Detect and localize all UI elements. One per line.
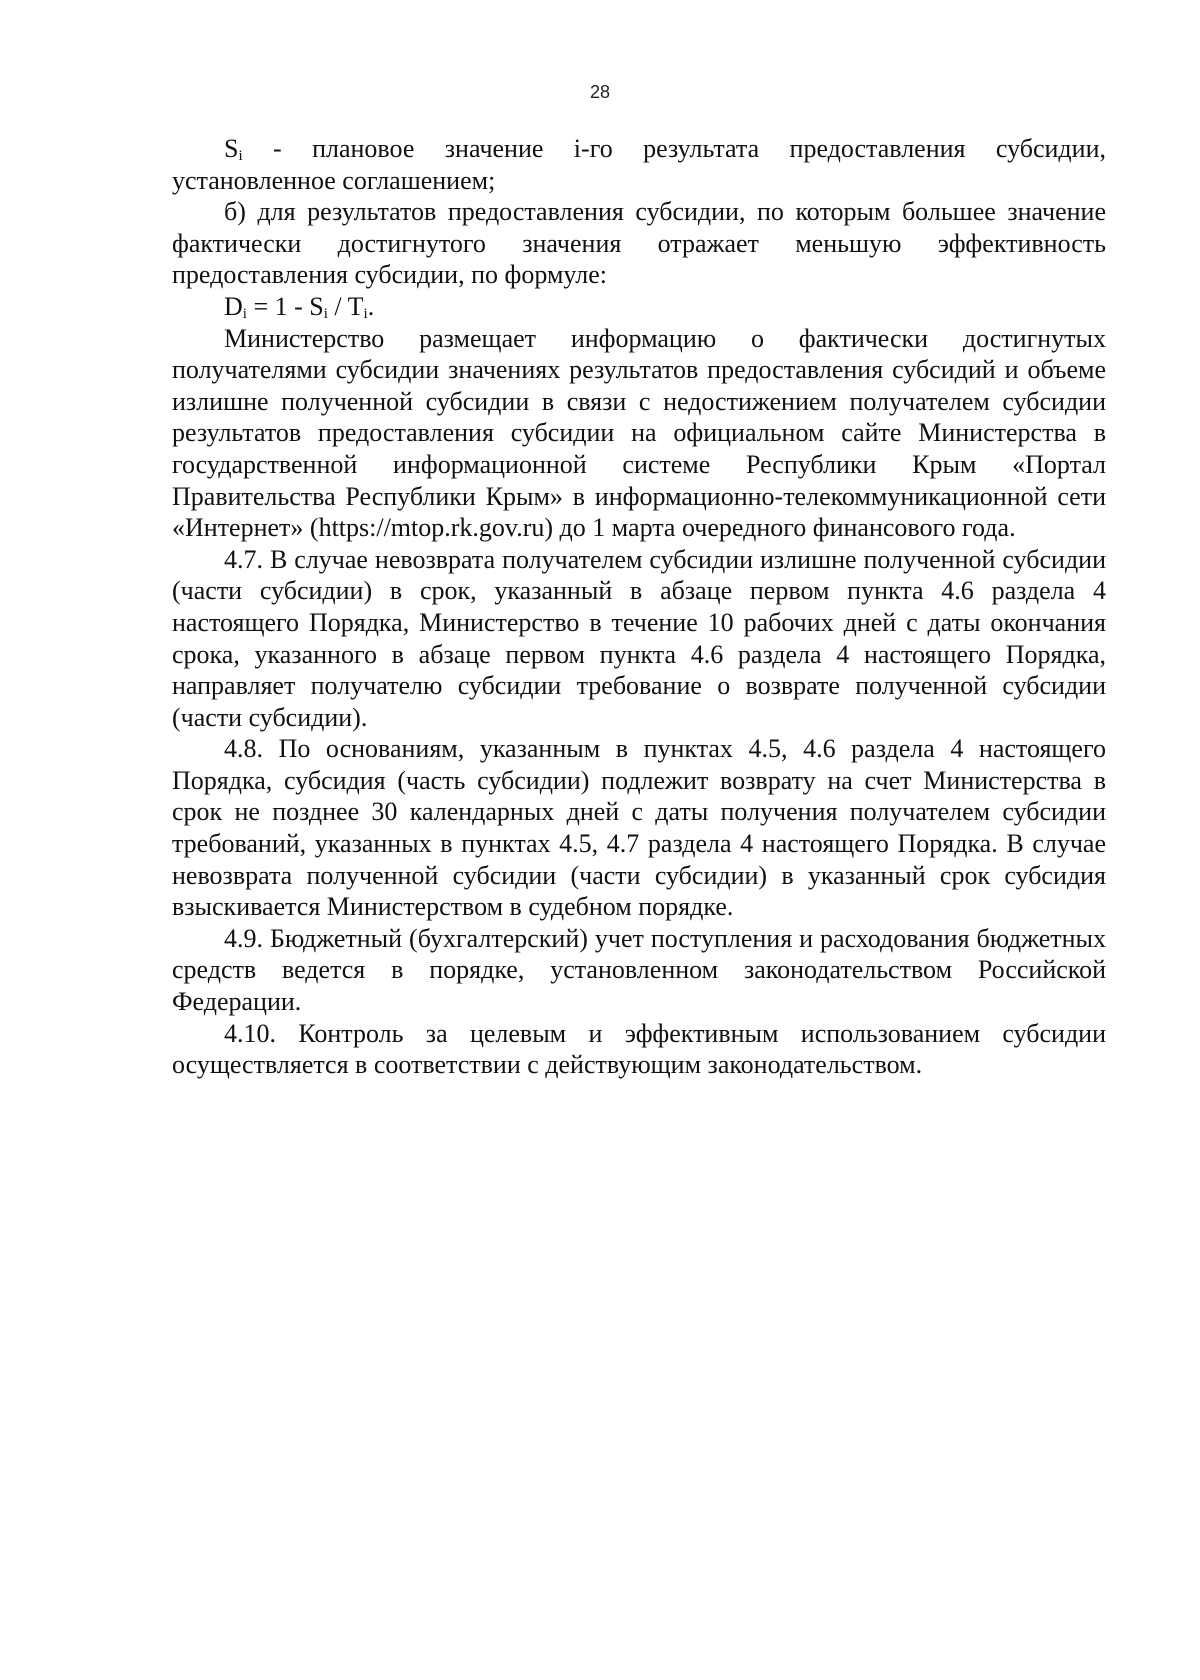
formula-s-subscript: i	[323, 305, 328, 322]
paragraph-4-8: 4.8. По основаниям, указанным в пунктах 4.5, 4.6 раздела 4 настоящего Порядка, субсидия (часть субсидии) подлежит возврату на счет Министерства в срок не позднее 30 календарных дней с даты получения получателем субсидии требований, указанных в пунктах 4.5, 4.7 раздела 4 настоящего Порядка. В случае невозврата полученной субсидии (части субсидии) в указанный срок субсидия взыскивается Министерством в судебном порядке.	[172, 734, 1106, 922]
paragraph-4-7: 4.7. В случае невозврата получателем субсидии излишне полученной субсидии (части субсидии) в срок, указанный в абзаце первом пункта 4.6 раздела 4 настоящего Порядка, Министерство в течение 10 рабочих дней с даты окончания срока, указанного в абзаце первом пункта 4.6 раздела 4 настоящего Порядка, направляет получателю субсидии требование о возврате полученной субсидии (части субсидии).	[172, 544, 1106, 732]
paragraph-4-9: 4.9. Бюджетный (бухгалтерский) учет поступления и расходования бюджетных средств ведется в порядке, установленном законодательством Российской Федерации.	[172, 923, 1106, 1017]
clause-b-paragraph: б) для результатов предоставления субсидии, по которым большее значение фактически достигнутого значения отражает меньшую эффективность предоставления субсидии, по формуле:	[172, 197, 1106, 290]
formula-slash: / T	[327, 291, 364, 321]
formula-middle: = 1 - S	[246, 291, 324, 321]
document-body	[172, 133, 1106, 1081]
si-subscript: i	[238, 148, 243, 164]
formula-end: .	[367, 291, 375, 321]
formula-d-subscript: i	[242, 305, 247, 322]
si-definition-paragraph	[172, 133, 1106, 196]
formula-d: D	[224, 291, 243, 321]
si-definition-text: - плановое значение i-го результата предоставления субсидии, установленное соглашением;	[172, 134, 1106, 195]
ministry-info-paragraph: Министерство размещает информацию о фактически достигнутых получателями субсидии значениях результатов предоставления субсидий и объеме излишне полученной субсидии в связи с недостижением получателем субсидии результатов предоставления субсидии на официальном сайте Министерства в государственной информационной системе Республики Крым «Портал Правительства Республики Крым» в информационно-телекоммуникационной сети «Интернет» (https://mtop.rk.gov.ru) до 1 марта очередного финансового года.	[172, 323, 1106, 543]
formula-t-subscript: i	[363, 305, 368, 322]
si-symbol: S	[224, 134, 239, 163]
page-number: 28	[589, 82, 611, 102]
formula-line	[172, 291, 1106, 323]
paragraph-4-10: 4.10. Контроль за целевым и эффективным использованием субсидии осуществляется в соответствии с действующим законодательством.	[172, 1018, 1106, 1080]
